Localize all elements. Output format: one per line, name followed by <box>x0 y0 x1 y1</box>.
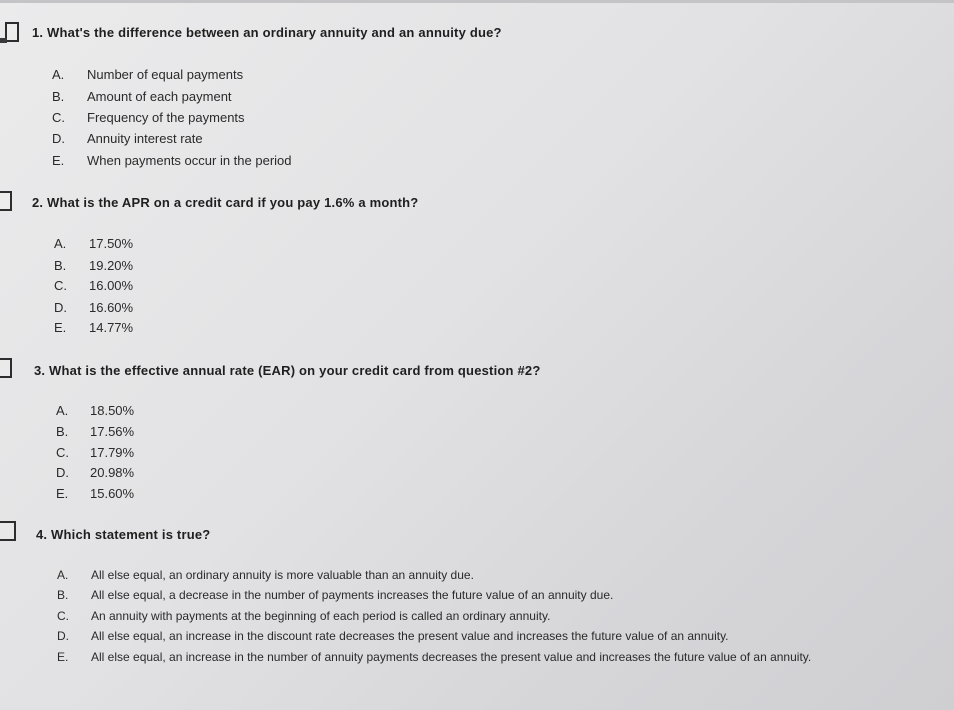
option-text: Number of equal payments <box>87 67 244 82</box>
option-letter: D. <box>56 465 69 480</box>
option-text: 19.20% <box>89 258 134 273</box>
question-1-checkbox[interactable] <box>5 22 19 42</box>
option-text: Amount of each payment <box>87 89 232 104</box>
option-letter: B. <box>57 588 69 602</box>
option-letter: D. <box>57 629 69 643</box>
question-4-checkbox[interactable] <box>0 521 16 541</box>
option-letter: A. <box>56 403 69 418</box>
option-letter: A. <box>52 67 65 82</box>
question-3-checkbox[interactable] <box>0 358 12 378</box>
option-text: 16.60% <box>89 300 134 315</box>
option-letter: C. <box>56 445 69 460</box>
option-text: When payments occur in the period <box>87 153 292 168</box>
question-1-title: 1. What's the difference between an ordinary annuity and an annuity due? <box>32 25 502 40</box>
option-letter: D. <box>52 131 65 146</box>
question-2-title: 2. What is the APR on a credit card if you pay 1.6% a month? <box>32 195 419 210</box>
option-letter: B. <box>54 258 67 273</box>
option-letter: C. <box>52 110 65 125</box>
option-text: All else equal, a decrease in the number of payments increases the future value of an annuity due. <box>91 588 614 602</box>
option-text: 17.79% <box>90 445 135 460</box>
option-letter: C. <box>54 278 67 293</box>
question-4-title: 4. Which statement is true? <box>36 527 211 542</box>
option-letter: A. <box>57 568 69 582</box>
option-text: An annuity with payments at the beginning of each period is called an ordinary annuity. <box>91 609 551 623</box>
option-text: Frequency of the payments <box>87 110 245 125</box>
option-text: All else equal, an increase in the number of annuity payments decreases the present value and increases the future value of an annuity. <box>91 650 812 664</box>
option-text: 15.60% <box>90 486 135 501</box>
option-letter: D. <box>54 300 67 315</box>
option-text: All else equal, an increase in the discount rate decreases the present value and increases the future value of an annuity. <box>91 629 729 643</box>
option-letter: C. <box>57 609 69 623</box>
option-text: 14.77% <box>89 320 134 335</box>
option-letter: E. <box>57 650 69 664</box>
option-letter: E. <box>52 153 65 168</box>
option-text: 17.50% <box>89 236 134 251</box>
option-text: Annuity interest rate <box>87 131 203 146</box>
question-2-checkbox[interactable] <box>0 191 12 211</box>
option-text: All else equal, an ordinary annuity is more valuable than an annuity due. <box>91 568 474 582</box>
corner-mark <box>0 38 7 43</box>
option-text: 16.00% <box>89 278 134 293</box>
option-text: 20.98% <box>90 465 135 480</box>
option-letter: A. <box>54 236 67 251</box>
top-divider <box>0 0 954 3</box>
option-letter: E. <box>56 486 69 501</box>
option-letter: B. <box>56 424 69 439</box>
question-3-title: 3. What is the effective annual rate (EAR) on your credit card from question #2? <box>34 363 541 378</box>
option-text: 18.50% <box>90 403 135 418</box>
option-text: 17.56% <box>90 424 135 439</box>
option-letter: B. <box>52 89 65 104</box>
option-letter: E. <box>54 320 67 335</box>
